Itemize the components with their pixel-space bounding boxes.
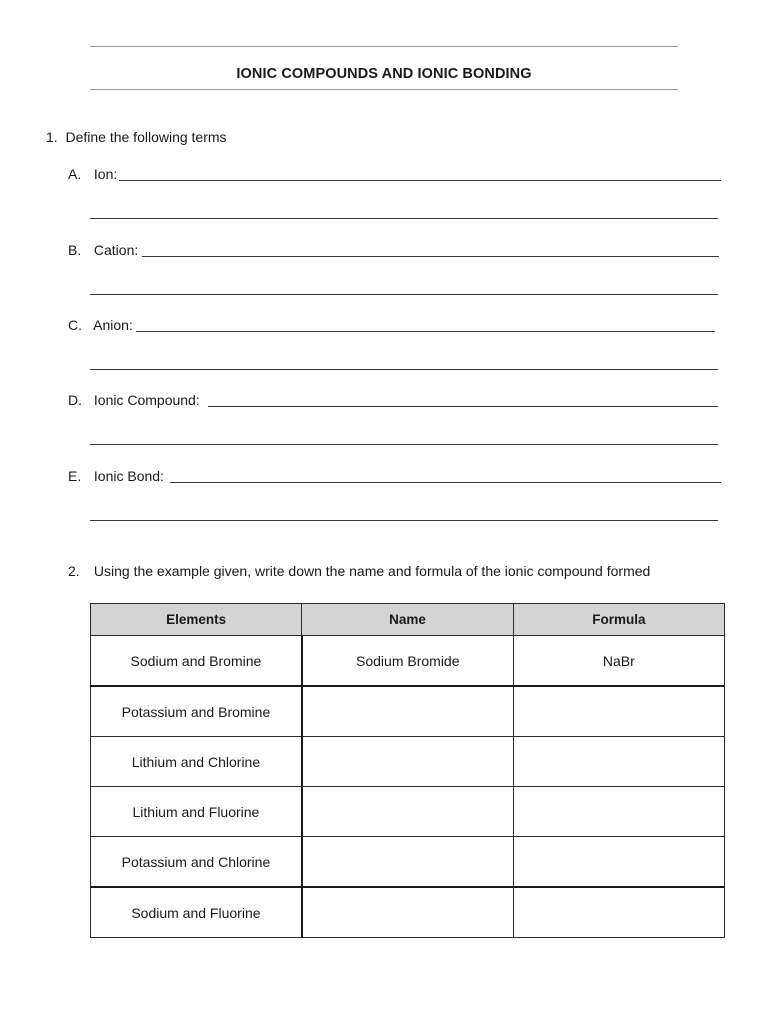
term-e bbox=[68, 468, 164, 484]
term-letter: A. bbox=[68, 166, 82, 182]
cell-name[interactable] bbox=[302, 787, 513, 837]
table-row bbox=[91, 787, 725, 837]
cell-elements: Lithium and Chlorine bbox=[91, 737, 302, 787]
question-1 bbox=[46, 129, 227, 145]
cell-formula[interactable] bbox=[513, 887, 724, 938]
page-title: IONIC COMPOUNDS AND IONIC BONDING bbox=[236, 66, 532, 82]
cell-formula: NaBr bbox=[513, 636, 724, 687]
question-2-number: 2. bbox=[68, 563, 80, 579]
cell-formula[interactable] bbox=[513, 787, 724, 837]
answer-line-e-1[interactable] bbox=[170, 482, 721, 483]
title-rule-top bbox=[90, 46, 678, 47]
answer-line-a-2[interactable] bbox=[90, 218, 718, 219]
cell-formula[interactable] bbox=[513, 737, 724, 787]
cell-name[interactable] bbox=[302, 887, 513, 938]
table-row bbox=[91, 737, 725, 787]
term-d bbox=[68, 392, 200, 408]
column-header-formula: Formula bbox=[513, 604, 724, 636]
cell-name[interactable] bbox=[302, 737, 513, 787]
table-row bbox=[91, 887, 725, 938]
table-row bbox=[91, 636, 725, 687]
column-header-elements: Elements bbox=[91, 604, 302, 636]
question-2 bbox=[68, 563, 650, 579]
question-2-prompt: Using the example given, write down the name and formula of the ionic compound formed bbox=[93, 563, 651, 579]
title-rule-bottom bbox=[90, 89, 678, 90]
cell-formula[interactable] bbox=[513, 837, 724, 888]
column-header-name: Name bbox=[302, 604, 513, 636]
term-letter: C. bbox=[68, 317, 82, 333]
answer-line-e-2[interactable] bbox=[90, 520, 718, 521]
answer-line-d-1[interactable] bbox=[208, 406, 718, 407]
cell-elements: Sodium and Bromine bbox=[91, 636, 302, 687]
answer-line-c-1[interactable] bbox=[136, 331, 715, 332]
question-1-prompt: Define the following terms bbox=[65, 129, 227, 145]
term-label: Ion: bbox=[93, 166, 118, 182]
answer-line-b-2[interactable] bbox=[90, 294, 718, 295]
answer-line-c-2[interactable] bbox=[90, 369, 718, 370]
term-c bbox=[68, 317, 133, 333]
term-b bbox=[68, 242, 138, 258]
cell-name[interactable] bbox=[302, 837, 513, 888]
cell-elements: Potassium and Bromine bbox=[91, 686, 302, 737]
term-label: Ionic Compound: bbox=[93, 392, 200, 408]
cell-name[interactable] bbox=[302, 686, 513, 737]
cell-formula[interactable] bbox=[513, 686, 724, 737]
cell-elements: Sodium and Fluorine bbox=[91, 887, 302, 938]
term-letter: E. bbox=[68, 468, 82, 484]
answer-line-a-1[interactable] bbox=[119, 180, 721, 181]
cell-elements: Potassium and Chlorine bbox=[91, 837, 302, 888]
compounds-table bbox=[90, 603, 725, 938]
term-a bbox=[68, 166, 117, 182]
cell-elements: Lithium and Fluorine bbox=[91, 787, 302, 837]
answer-line-b-1[interactable] bbox=[142, 256, 719, 257]
question-1-number: 1. bbox=[46, 129, 58, 145]
cell-name: Sodium Bromide bbox=[302, 636, 513, 687]
table-row bbox=[91, 686, 725, 737]
table-header-row bbox=[91, 604, 725, 636]
term-letter: B. bbox=[68, 242, 82, 258]
table-row bbox=[91, 837, 725, 888]
term-label: Anion: bbox=[93, 317, 133, 333]
term-letter: D. bbox=[68, 392, 82, 408]
answer-line-d-2[interactable] bbox=[90, 444, 718, 445]
term-label: Cation: bbox=[93, 242, 139, 258]
term-label: Ionic Bond: bbox=[93, 468, 164, 484]
